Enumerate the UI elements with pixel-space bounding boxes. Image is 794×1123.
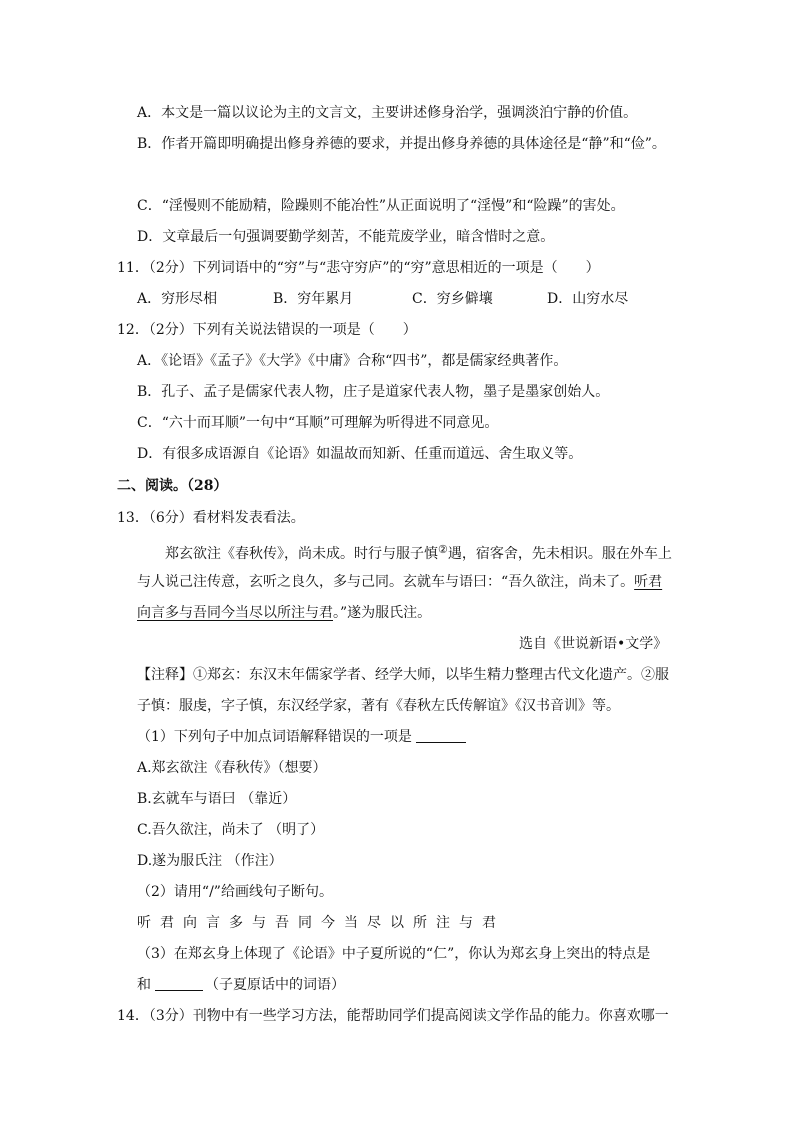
passage-line-1 (165, 540, 672, 564)
q11-option-d: D．山穷水尽 (547, 291, 629, 307)
underlined-sentence: 听君 (634, 574, 663, 590)
q10-option-c: C．“淫慢则不能励精，险躁则不能冶性”从正面说明了“淫慢”和“险躁”的害处。 (137, 198, 625, 214)
passage-text: 与人说己注传意，玄听之良久，多与己同。玄就车与语曰：“吾久欲注，尚未了。 (137, 574, 635, 590)
q11-option-a: A．穷形尽相 (137, 291, 218, 307)
q12-option-b: B．孔子、孟子是儒家代表人物，庄子是道家代表人物，墨子是墨家创始人。 (137, 384, 610, 400)
q12-option-c: C．“六十而耳顺”一句中“耳顺”可理解为听得进不同意见。 (137, 415, 499, 431)
passage-text: 。”遂为服氏注。 (333, 605, 432, 621)
q11-option-c: C．穷乡僻壤 (412, 291, 493, 307)
q12-option-a: A．《论语》《孟子》《大学》《中庸》合称“四书”，都是儒家经典著作。 (137, 353, 568, 369)
passage-text: 遇，宿客舍，先未相识。服在外车上 (447, 546, 672, 562)
q13-sub3-line-2 (137, 975, 345, 995)
sub1-stem: （1）下列句子中加点词语解释错误的一项是 (137, 729, 412, 745)
q13-sub1-option-b: B.玄就车与语曰 （靠近） (137, 791, 297, 807)
q13-sub1-option-d: D.遂为服氏注 （作注） (137, 853, 283, 869)
q13-sub1-option-a: A.郑玄欲注《春秋传》（想要） (137, 760, 327, 776)
q13-sub2-sentence: 听君向言多与吾同今当尽以所注与君 (137, 915, 505, 931)
q13-sub3-line-1: （3）在郑玄身上体现了《论语》中子夏所说的“仁”，你认为郑玄身上突出的特点是 (137, 946, 651, 962)
q12-stem: 12．（2分）下列有关说法错误的一项是（ ） (117, 322, 417, 338)
q10-option-d: D．文章最后一句强调要勤学刻苦，不能荒废学业，暗含惜时之意。 (137, 229, 555, 245)
section-heading: 二、阅读。（28） (117, 478, 228, 494)
q13-sub1 (137, 727, 466, 747)
annotation-line-1: 【注释】①郑玄：东汉末年儒家学者、经学大师，以毕生精力整理古代文化遗产。②服 (137, 667, 669, 683)
passage-source: 选自《世说新语•文学》 (519, 636, 668, 652)
answer-blank[interactable] (155, 976, 203, 991)
q13-sub2: （2）请用“/”给画线句子断句。 (137, 884, 333, 900)
q10-option-b: B．作者开篇即明确提出修身养德的要求，并提出修身养德的具体途径是“静”和“俭”。 (137, 136, 666, 152)
footnote-marker: ② (438, 543, 448, 556)
q11-option-b: B．穷年累月 (273, 291, 354, 307)
underlined-sentence: 向言多与吾同今当尽以所注与君 (137, 605, 333, 621)
q14-stem: 14．（3分）刊物中有一些学习方法，能帮助同学们提高阅读文学作品的能力。你喜欢哪一 (117, 1008, 669, 1024)
passage-line-2 (137, 572, 662, 592)
q12-option-d: D．有很多成语源自《论语》如温故而知新、任重而道远、舍生取义等。 (137, 446, 583, 462)
passage-line-3 (137, 603, 431, 623)
q13-sub1-option-c: C.吾久欲注，尚未了 （明了） (137, 822, 325, 838)
answer-blank[interactable] (416, 728, 466, 743)
q10-option-a: A．本文是一篇以议论为主的文言文，主要讲述修身治学，强调淡泊宁静的价值。 (137, 105, 638, 121)
sub3-conjunction: 和 (137, 977, 151, 993)
q13-stem: 13．（6分）看材料发表看法。 (117, 510, 305, 526)
q11-stem: 11．（2分）下列词语中的“穷”与“悲守穷庐”的“穷”意思相近的一项是（ ） (117, 260, 600, 276)
passage-text: 郑玄欲注《春秋传》，尚未成。时行与服子慎 (165, 546, 438, 562)
annotation-line-2: 子慎：服虔，字子慎，东汉经学家，著有《春秋左氏传解谊》《汉书音训》等。 (137, 698, 620, 714)
sub3-hint: （子夏原话中的词语） (205, 977, 345, 993)
